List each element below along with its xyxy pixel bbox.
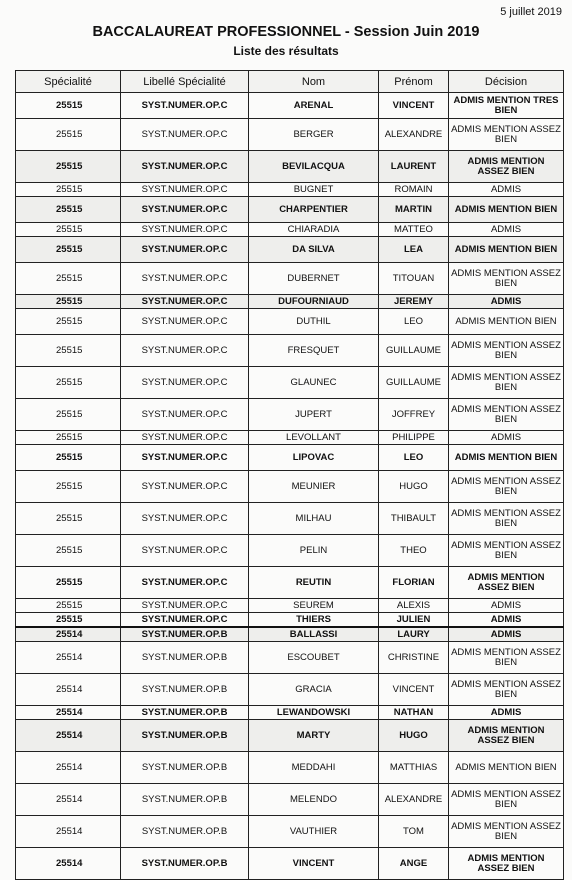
cell-specialite: 25515 bbox=[16, 335, 121, 367]
cell-decision: ADMIS MENTION ASSEZ BIEN bbox=[449, 151, 564, 183]
cell-prenom: LAURENT bbox=[379, 151, 449, 183]
cell-prenom: LAURY bbox=[379, 627, 449, 642]
cell-decision: ADMIS MENTION BIEN bbox=[449, 445, 564, 471]
table-row bbox=[16, 642, 564, 674]
cell-decision: ADMIS MENTION BIEN bbox=[449, 752, 564, 784]
cell-libelle: SYST.NUMER.OP.C bbox=[121, 367, 249, 399]
cell-specialite: 25515 bbox=[16, 119, 121, 151]
cell-nom: MEDDAHI bbox=[249, 752, 379, 784]
cell-specialite: 25515 bbox=[16, 399, 121, 431]
cell-specialite: 25514 bbox=[16, 642, 121, 674]
table-row bbox=[16, 627, 564, 642]
table-row bbox=[16, 263, 564, 295]
table-row bbox=[16, 295, 564, 309]
table-row bbox=[16, 309, 564, 335]
cell-prenom: LEA bbox=[379, 237, 449, 263]
table-row bbox=[16, 720, 564, 752]
cell-libelle: SYST.NUMER.OP.B bbox=[121, 784, 249, 816]
cell-specialite: 25514 bbox=[16, 848, 121, 880]
cell-prenom: FLORIAN bbox=[379, 567, 449, 599]
cell-prenom: ALEXIS bbox=[379, 599, 449, 613]
cell-decision: ADMIS MENTION ASSEZ BIEN bbox=[449, 471, 564, 503]
column-header-prenom: Prénom bbox=[379, 71, 449, 93]
cell-libelle: SYST.NUMER.OP.C bbox=[121, 599, 249, 613]
cell-specialite: 25515 bbox=[16, 613, 121, 628]
cell-specialite: 25514 bbox=[16, 706, 121, 720]
table-row bbox=[16, 119, 564, 151]
cell-nom: MARTY bbox=[249, 720, 379, 752]
cell-specialite: 25515 bbox=[16, 503, 121, 535]
cell-decision: ADMIS MENTION BIEN bbox=[449, 237, 564, 263]
cell-decision: ADMIS bbox=[449, 706, 564, 720]
cell-nom: DUBERNET bbox=[249, 263, 379, 295]
cell-decision: ADMIS MENTION BIEN bbox=[449, 197, 564, 223]
cell-decision: ADMIS bbox=[449, 431, 564, 445]
cell-specialite: 25515 bbox=[16, 197, 121, 223]
cell-libelle: SYST.NUMER.OP.B bbox=[121, 706, 249, 720]
cell-prenom: LEO bbox=[379, 445, 449, 471]
cell-decision: ADMIS MENTION ASSEZ BIEN bbox=[449, 816, 564, 848]
cell-nom: LEWANDOWSKI bbox=[249, 706, 379, 720]
cell-nom: DA SILVA bbox=[249, 237, 379, 263]
table-row bbox=[16, 431, 564, 445]
cell-nom: VINCENT bbox=[249, 848, 379, 880]
cell-nom: JUPERT bbox=[249, 399, 379, 431]
table-row bbox=[16, 367, 564, 399]
cell-specialite: 25515 bbox=[16, 535, 121, 567]
cell-libelle: SYST.NUMER.OP.C bbox=[121, 151, 249, 183]
cell-nom: MILHAU bbox=[249, 503, 379, 535]
cell-libelle: SYST.NUMER.OP.C bbox=[121, 445, 249, 471]
cell-libelle: SYST.NUMER.OP.C bbox=[121, 183, 249, 197]
cell-nom: CHARPENTIER bbox=[249, 197, 379, 223]
cell-libelle: SYST.NUMER.OP.C bbox=[121, 309, 249, 335]
cell-specialite: 25514 bbox=[16, 674, 121, 706]
cell-decision: ADMIS bbox=[449, 613, 564, 628]
cell-specialite: 25514 bbox=[16, 720, 121, 752]
cell-prenom: JOFFREY bbox=[379, 399, 449, 431]
cell-prenom: JULIEN bbox=[379, 613, 449, 628]
cell-decision: ADMIS MENTION ASSEZ BIEN bbox=[449, 399, 564, 431]
cell-nom: PELIN bbox=[249, 535, 379, 567]
cell-decision: ADMIS MENTION ASSEZ BIEN bbox=[449, 720, 564, 752]
cell-prenom: MATTEO bbox=[379, 223, 449, 237]
cell-prenom: GUILLAUME bbox=[379, 367, 449, 399]
cell-specialite: 25515 bbox=[16, 445, 121, 471]
column-header-libelle: Libellé Spécialité bbox=[121, 71, 249, 93]
cell-prenom: VINCENT bbox=[379, 674, 449, 706]
table-row bbox=[16, 335, 564, 367]
table-row bbox=[16, 816, 564, 848]
table-row bbox=[16, 399, 564, 431]
cell-libelle: SYST.NUMER.OP.C bbox=[121, 431, 249, 445]
cell-nom: BUGNET bbox=[249, 183, 379, 197]
cell-decision: ADMIS MENTION ASSEZ BIEN bbox=[449, 642, 564, 674]
table-row bbox=[16, 848, 564, 880]
cell-specialite: 25514 bbox=[16, 752, 121, 784]
table-row bbox=[16, 503, 564, 535]
cell-libelle: SYST.NUMER.OP.C bbox=[121, 223, 249, 237]
cell-decision: ADMIS MENTION ASSEZ BIEN bbox=[449, 674, 564, 706]
cell-libelle: SYST.NUMER.OP.C bbox=[121, 263, 249, 295]
table-row bbox=[16, 183, 564, 197]
cell-prenom: TOM bbox=[379, 816, 449, 848]
cell-nom: REUTIN bbox=[249, 567, 379, 599]
cell-nom: BEVILACQUA bbox=[249, 151, 379, 183]
cell-libelle: SYST.NUMER.OP.B bbox=[121, 642, 249, 674]
cell-decision: ADMIS bbox=[449, 223, 564, 237]
column-header-nom: Nom bbox=[249, 71, 379, 93]
table-row bbox=[16, 674, 564, 706]
table-row bbox=[16, 93, 564, 119]
column-header-decision: Décision bbox=[449, 71, 564, 93]
table-row bbox=[16, 535, 564, 567]
table-row bbox=[16, 471, 564, 503]
table-row bbox=[16, 445, 564, 471]
cell-prenom: NATHAN bbox=[379, 706, 449, 720]
cell-prenom: ROMAIN bbox=[379, 183, 449, 197]
cell-libelle: SYST.NUMER.OP.C bbox=[121, 119, 249, 151]
page-date: 5 juillet 2019 bbox=[500, 6, 562, 18]
table-header-row bbox=[16, 71, 564, 93]
cell-prenom: HUGO bbox=[379, 720, 449, 752]
cell-decision: ADMIS MENTION ASSEZ BIEN bbox=[449, 784, 564, 816]
cell-specialite: 25515 bbox=[16, 471, 121, 503]
cell-decision: ADMIS MENTION ASSEZ BIEN bbox=[449, 367, 564, 399]
cell-decision: ADMIS MENTION ASSEZ BIEN bbox=[449, 567, 564, 599]
cell-decision: ADMIS bbox=[449, 599, 564, 613]
cell-libelle: SYST.NUMER.OP.B bbox=[121, 848, 249, 880]
cell-prenom: LEO bbox=[379, 309, 449, 335]
cell-specialite: 25515 bbox=[16, 223, 121, 237]
cell-decision: ADMIS bbox=[449, 183, 564, 197]
cell-decision: ADMIS MENTION TRES BIEN bbox=[449, 93, 564, 119]
cell-specialite: 25515 bbox=[16, 295, 121, 309]
cell-libelle: SYST.NUMER.OP.B bbox=[121, 752, 249, 784]
cell-nom: DUFOURNIAUD bbox=[249, 295, 379, 309]
table-row bbox=[16, 706, 564, 720]
cell-decision: ADMIS MENTION ASSEZ BIEN bbox=[449, 503, 564, 535]
cell-nom: GRACIA bbox=[249, 674, 379, 706]
cell-specialite: 25515 bbox=[16, 567, 121, 599]
cell-libelle: SYST.NUMER.OP.C bbox=[121, 567, 249, 599]
cell-libelle: SYST.NUMER.OP.C bbox=[121, 399, 249, 431]
cell-specialite: 25515 bbox=[16, 263, 121, 295]
cell-decision: ADMIS MENTION ASSEZ BIEN bbox=[449, 848, 564, 880]
cell-libelle: SYST.NUMER.OP.B bbox=[121, 627, 249, 642]
cell-prenom: ALEXANDRE bbox=[379, 119, 449, 151]
table-row bbox=[16, 223, 564, 237]
cell-prenom: MARTIN bbox=[379, 197, 449, 223]
cell-libelle: SYST.NUMER.OP.C bbox=[121, 237, 249, 263]
cell-libelle: SYST.NUMER.OP.C bbox=[121, 335, 249, 367]
cell-prenom: ANGE bbox=[379, 848, 449, 880]
table-row bbox=[16, 613, 564, 628]
cell-decision: ADMIS MENTION ASSEZ BIEN bbox=[449, 263, 564, 295]
cell-nom: MELENDO bbox=[249, 784, 379, 816]
cell-prenom: TITOUAN bbox=[379, 263, 449, 295]
results-body bbox=[16, 93, 564, 880]
cell-libelle: SYST.NUMER.OP.C bbox=[121, 535, 249, 567]
cell-specialite: 25514 bbox=[16, 816, 121, 848]
cell-nom: MEUNIER bbox=[249, 471, 379, 503]
cell-decision: ADMIS bbox=[449, 627, 564, 642]
cell-decision: ADMIS MENTION ASSEZ BIEN bbox=[449, 535, 564, 567]
cell-nom: LIPOVAC bbox=[249, 445, 379, 471]
cell-nom: BALLASSI bbox=[249, 627, 379, 642]
cell-nom: CHIARADIA bbox=[249, 223, 379, 237]
cell-libelle: SYST.NUMER.OP.C bbox=[121, 471, 249, 503]
cell-nom: BERGER bbox=[249, 119, 379, 151]
cell-specialite: 25515 bbox=[16, 309, 121, 335]
cell-prenom: CHRISTINE bbox=[379, 642, 449, 674]
cell-nom: VAUTHIER bbox=[249, 816, 379, 848]
cell-nom: DUTHIL bbox=[249, 309, 379, 335]
cell-libelle: SYST.NUMER.OP.B bbox=[121, 720, 249, 752]
cell-specialite: 25514 bbox=[16, 784, 121, 816]
cell-specialite: 25515 bbox=[16, 93, 121, 119]
cell-decision: ADMIS MENTION ASSEZ BIEN bbox=[449, 119, 564, 151]
cell-nom: THIERS bbox=[249, 613, 379, 628]
cell-prenom: HUGO bbox=[379, 471, 449, 503]
cell-libelle: SYST.NUMER.OP.C bbox=[121, 503, 249, 535]
cell-prenom: VINCENT bbox=[379, 93, 449, 119]
cell-prenom: GUILLAUME bbox=[379, 335, 449, 367]
cell-prenom: THIBAULT bbox=[379, 503, 449, 535]
table-row bbox=[16, 197, 564, 223]
cell-nom: ESCOUBET bbox=[249, 642, 379, 674]
cell-specialite: 25515 bbox=[16, 151, 121, 183]
cell-libelle: SYST.NUMER.OP.C bbox=[121, 613, 249, 628]
cell-nom: SEUREM bbox=[249, 599, 379, 613]
results-table bbox=[15, 70, 564, 880]
table-row bbox=[16, 752, 564, 784]
cell-libelle: SYST.NUMER.OP.C bbox=[121, 197, 249, 223]
cell-nom: FRESQUET bbox=[249, 335, 379, 367]
column-header-specialite: Spécialité bbox=[16, 71, 121, 93]
cell-prenom: PHILIPPE bbox=[379, 431, 449, 445]
cell-nom: LEVOLLANT bbox=[249, 431, 379, 445]
cell-nom: GLAUNEC bbox=[249, 367, 379, 399]
cell-specialite: 25515 bbox=[16, 431, 121, 445]
cell-specialite: 25515 bbox=[16, 599, 121, 613]
cell-libelle: SYST.NUMER.OP.B bbox=[121, 674, 249, 706]
cell-decision: ADMIS bbox=[449, 295, 564, 309]
cell-prenom: MATTHIAS bbox=[379, 752, 449, 784]
cell-libelle: SYST.NUMER.OP.C bbox=[121, 295, 249, 309]
cell-specialite: 25515 bbox=[16, 367, 121, 399]
cell-specialite: 25515 bbox=[16, 183, 121, 197]
cell-decision: ADMIS MENTION BIEN bbox=[449, 309, 564, 335]
cell-specialite: 25514 bbox=[16, 627, 121, 642]
cell-decision: ADMIS MENTION ASSEZ BIEN bbox=[449, 335, 564, 367]
table-row bbox=[16, 567, 564, 599]
document-title: BACCALAUREAT PROFESSIONNEL - Session Juin 2019 bbox=[92, 24, 480, 40]
cell-prenom: ALEXANDRE bbox=[379, 784, 449, 816]
cell-specialite: 25515 bbox=[16, 237, 121, 263]
cell-nom: ARENAL bbox=[249, 93, 379, 119]
cell-libelle: SYST.NUMER.OP.B bbox=[121, 816, 249, 848]
cell-prenom: THEO bbox=[379, 535, 449, 567]
document-subtitle: Liste des résultats bbox=[233, 44, 339, 58]
table-row bbox=[16, 151, 564, 183]
table-row bbox=[16, 237, 564, 263]
cell-prenom: JEREMY bbox=[379, 295, 449, 309]
cell-libelle: SYST.NUMER.OP.C bbox=[121, 93, 249, 119]
table-row bbox=[16, 599, 564, 613]
